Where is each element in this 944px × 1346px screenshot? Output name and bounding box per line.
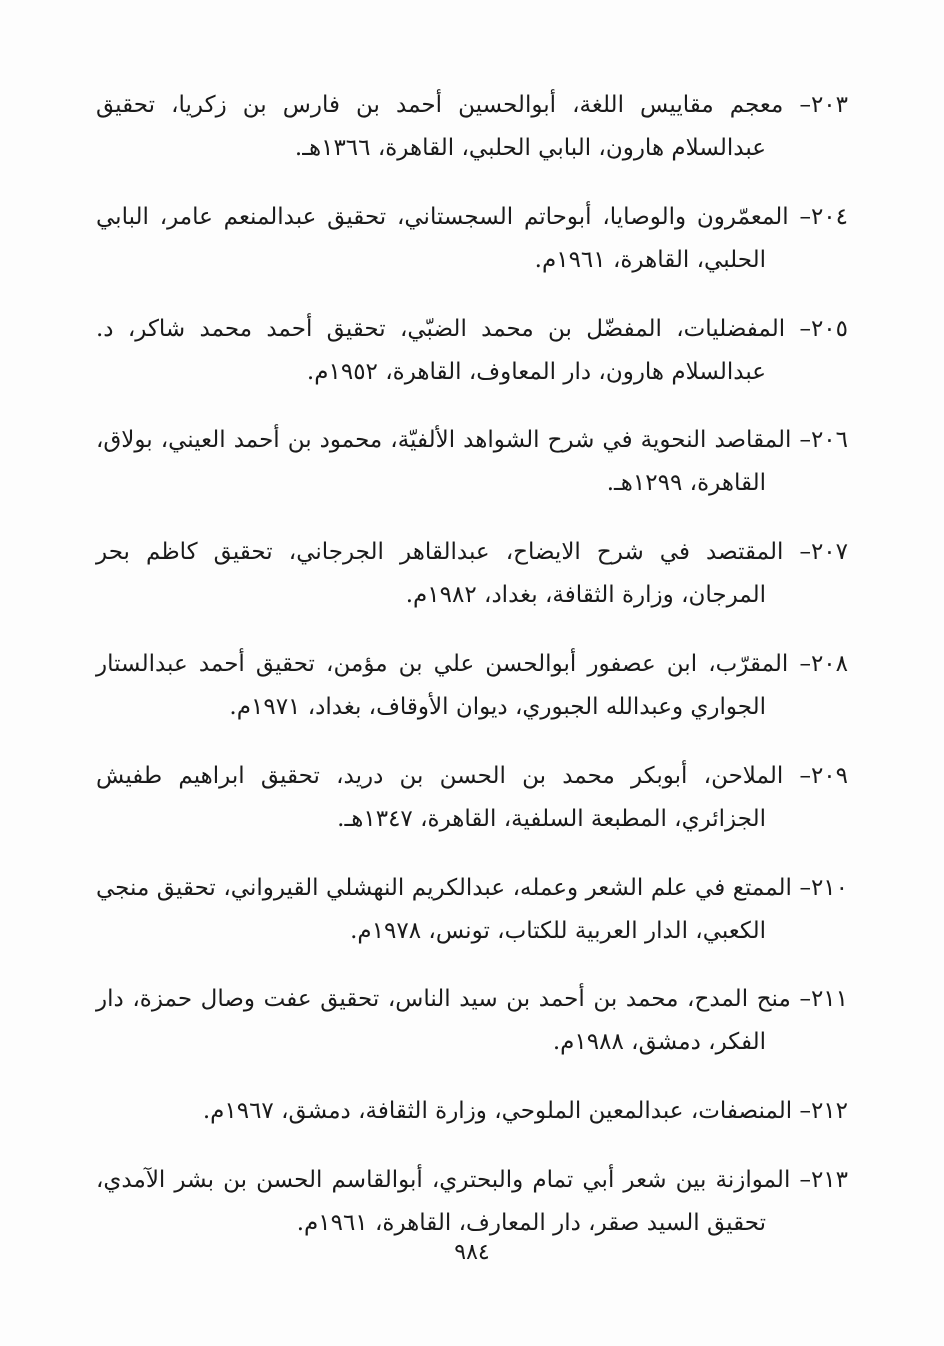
entry-text: المقتصد في شرح الايضاح، عبدالقاهر الجرجاني، تحقيق كاظم بحر المرجان، وزارة الثقافة، بغداد، ١٩٨٢م. <box>96 539 784 609</box>
entry-number: ٢٠٤– <box>799 203 849 230</box>
bibliography-entry <box>96 1090 848 1133</box>
bibliography-entry <box>96 867 848 953</box>
page-number: ٩٨٤ <box>454 1240 490 1265</box>
entry-number: ٢٠٩– <box>799 762 849 789</box>
entry-text: الملاحن، أبوبكر محمد بن الحسن بن دريد، تحقيق ابراهيم طفيش الجزائري، المطبعة السلفية، القاهرة، ١٣٤٧هـ. <box>96 762 784 832</box>
bibliography-entry <box>96 419 848 505</box>
entry-text: المنصفات، عبدالمعين الملوحي، وزارة الثقافة، دمشق، ١٩٦٧م. <box>202 1098 793 1125</box>
bibliography-entry <box>96 196 848 282</box>
bibliography-entry <box>96 531 848 617</box>
bibliography-entry <box>96 755 848 841</box>
bibliography-entry <box>96 1159 848 1245</box>
entry-number: ٢١١– <box>799 986 848 1013</box>
entry-text: المقرّب، ابن عصفور أبوالحسن علي بن مؤمن، تحقيق أحمد عبدالستار الجواري وعبدالله الجبوري، ديوان الأوقاف، بغداد، ١٩٧١م. <box>96 650 789 720</box>
entry-number: ٢١٣– <box>799 1166 849 1193</box>
entry-number: ٢٠٥– <box>799 315 848 342</box>
entry-number: ٢٠٣– <box>799 92 848 118</box>
entry-text: المعمّرون والوصايا، أبوحاتم السجستاني، تحقيق عبدالمنعم عامر، البابي الحلبي، القاهرة، ١٩٦١م. <box>96 203 789 273</box>
bibliography-entry <box>96 84 848 170</box>
bibliography-entry <box>96 308 848 394</box>
entry-text: الممتع في علم الشعر وعمله، عبدالكريم النهشلي القيرواني، تحقيق منجي الكعبي، الدار العربية للكتاب، تونس، ١٩٧٨م. <box>96 874 792 944</box>
bibliography-entry <box>96 978 848 1064</box>
entry-number: ٢٠٦– <box>799 427 849 454</box>
entry-number: ٢١٢– <box>799 1098 848 1125</box>
bibliography-list <box>96 84 848 1271</box>
entry-text: المقاصد النحوية في شرح الشواهد الألفيّة، محمود بن أحمد العيني، بولاق، القاهرة، ١٢٩٩هـ. <box>96 427 792 497</box>
entry-number: ٢٠٨– <box>799 650 848 677</box>
bibliography-entry <box>96 643 848 729</box>
entry-number: ٢٠٧– <box>799 539 848 566</box>
entry-text: منح المدح، محمد بن أحمد بن سيد الناس، تحقيق عفت وصال حمزة، دار الفكر، دمشق، ١٩٨٨م. <box>96 986 791 1056</box>
entry-text: المفضليات، المفضّل بن محمد الضبّي، تحقيق أحمد محمد شاكر، د. عبدالسلام هارون، دار المعاوف، القاهرة، ١٩٥٢م. <box>96 315 786 385</box>
entry-text: الموازنة بين شعر أبي تمام والبحتري، أبوالقاسم الحسن بن بشر الآمدي، تحقيق السيد صقر، دار المعارف، القاهرة، ١٩٦١م. <box>96 1166 791 1236</box>
entry-number: ٢١٠– <box>799 874 849 901</box>
entry-text: معجم مقاييس اللغة، أبوالحسين أحمد بن فارس بن زكريا، تحقيق عبدالسلام هارون، البابي الحلبي، القاهرة، ١٣٦٦هـ. <box>96 92 784 161</box>
